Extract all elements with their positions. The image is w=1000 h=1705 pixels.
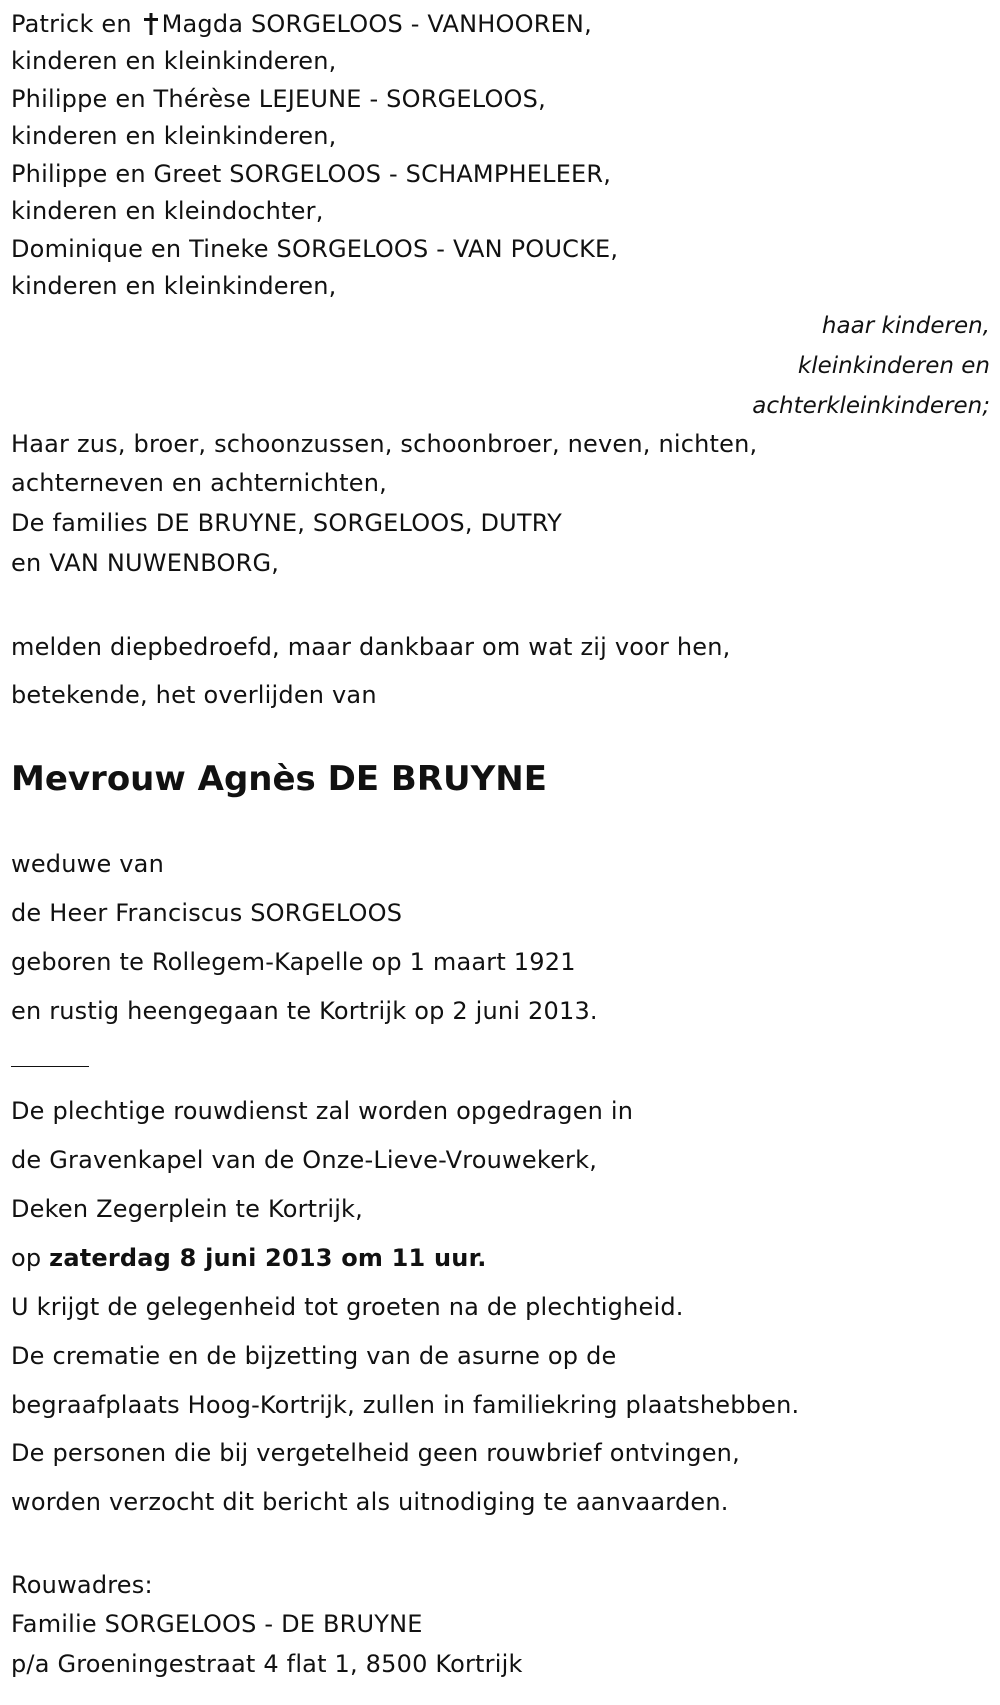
intro-line-1 [11, 9, 592, 39]
address-name: Familie SORGELOOS - DE BRUYNE [11, 1610, 423, 1638]
right-line-2: kleinkinderen en [797, 353, 990, 379]
cross-icon [144, 13, 158, 33]
service-date: zaterdag 8 juni 2013 om 11 uur. [49, 1244, 487, 1272]
intro-line-6: kinderen en kleindochter, [11, 197, 324, 225]
service-line-6: De crematie en de bijzetting van de asurne op de [11, 1342, 617, 1370]
service-line-5: U krijgt de gelegenheid tot groeten na de plechtigheid. [11, 1293, 684, 1321]
intro-line-3: Philippe en Thérèse LEJEUNE - SORGELOOS, [11, 85, 546, 113]
right-line-3: achterkleinkinderen; [752, 393, 990, 419]
intro-line-4: kinderen en kleinkinderen, [11, 122, 337, 150]
separator-line [11, 1066, 89, 1067]
service-line-7: begraafplaats Hoog-Kortrijk, zullen in familiekring plaatshebben. [11, 1391, 800, 1419]
family-line-3: De families DE BRUYNE, SORGELOOS, DUTRY [11, 509, 562, 537]
deceased-name: Mevrouw Agnès DE BRUYNE [11, 759, 547, 799]
intro-line-5: Philippe en Greet SORGELOOS - SCHAMPHELEER, [11, 160, 612, 188]
announcement-line-2: betekende, het overlijden van [11, 681, 377, 709]
family-line-2: achterneven en achternichten, [11, 469, 387, 497]
intro-line-1-post: Magda SORGELOOS - VANHOOREN, [161, 10, 592, 38]
address-street: p/a Groeningestraat 4 flat 1, 8500 Kortrijk [11, 1650, 523, 1678]
service-line-3: Deken Zegerplein te Kortrijk, [11, 1195, 363, 1223]
intro-line-8: kinderen en kleinkinderen, [11, 272, 337, 300]
details-line-3: geboren te Rollegem-Kapelle op 1 maart 1921 [11, 948, 576, 976]
intro-line-7: Dominique en Tineke SORGELOOS - VAN POUCKE, [11, 235, 619, 263]
service-line-8: De personen die bij vergetelheid geen rouwbrief ontvingen, [11, 1439, 740, 1467]
service-line-2: de Gravenkapel van de Onze-Lieve-Vrouwekerk, [11, 1146, 598, 1174]
service-date-line [11, 1243, 487, 1273]
right-line-1: haar kinderen, [821, 313, 990, 339]
intro-line-2: kinderen en kleinkinderen, [11, 47, 337, 75]
intro-line-1-pre: Patrick en [11, 10, 140, 38]
service-date-prefix: op [11, 1244, 50, 1272]
address-label: Rouwadres: [11, 1571, 153, 1599]
service-line-1: De plechtige rouwdienst zal worden opgedragen in [11, 1097, 634, 1125]
service-line-9: worden verzocht dit bericht als uitnodiging te aanvaarden. [11, 1488, 729, 1516]
family-line-4: en VAN NUWENBORG, [11, 549, 280, 577]
details-line-2: de Heer Franciscus SORGELOOS [11, 899, 403, 927]
family-line-1: Haar zus, broer, schoonzussen, schoonbroer, neven, nichten, [11, 430, 758, 458]
announcement-line-1: melden diepbedroefd, maar dankbaar om wat zij voor hen, [11, 633, 731, 661]
details-line-4: en rustig heengegaan te Kortrijk op 2 juni 2013. [11, 997, 598, 1025]
details-line-1: weduwe van [11, 850, 164, 878]
